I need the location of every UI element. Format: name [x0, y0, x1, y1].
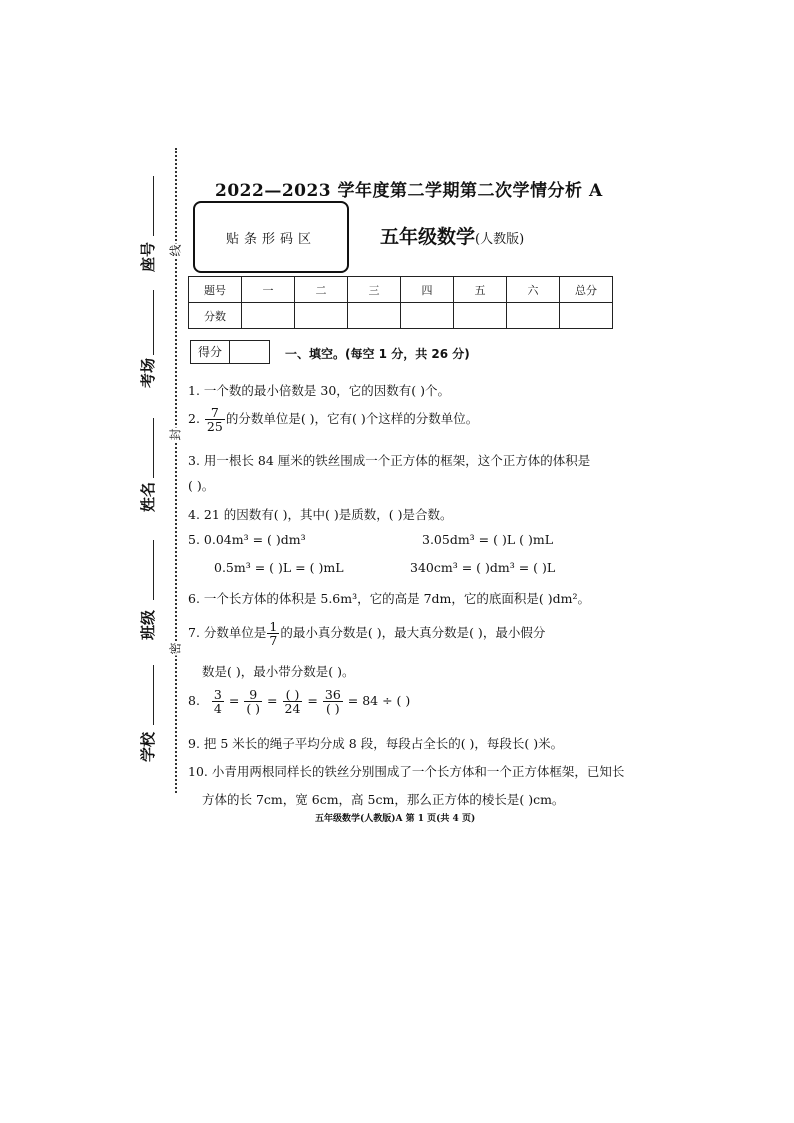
cut-mark-feng: 封 — [168, 428, 183, 441]
question-text: 7. 分数单位是 — [188, 625, 267, 641]
question-text: 的最小真分数是( )，最大真分数是( )，最小假分 — [280, 625, 546, 641]
equals-sign: = — [307, 693, 318, 709]
question-2 — [188, 406, 478, 433]
equals-sign: = — [267, 693, 278, 709]
page-footer: 五年级数学(人教版)A 第 1 页(共 4 页) — [315, 814, 476, 824]
question-8 — [188, 688, 410, 715]
score-cell[interactable] — [401, 303, 454, 329]
section-score-label: 得分 — [191, 341, 230, 363]
fraction — [244, 688, 262, 715]
score-table-cell: 六 — [507, 277, 560, 303]
question-5-part-d: 340cm³ = ( )dm³ = ( )L — [410, 560, 556, 575]
name-label: 姓名 — [139, 481, 157, 512]
question-3-line-2: ( )。 — [188, 478, 215, 493]
fraction — [212, 688, 224, 715]
fraction-denominator-blank[interactable]: ( ) — [325, 701, 340, 717]
fraction — [205, 406, 225, 433]
score-table-cell: 二 — [295, 277, 348, 303]
exam-room-line[interactable] — [153, 290, 154, 355]
section-score-input[interactable] — [230, 341, 269, 363]
exam-room-label: 考场 — [139, 357, 157, 388]
score-table-cell: 总分 — [560, 277, 613, 303]
seat-number-line[interactable] — [153, 176, 154, 236]
subject-name: 五年级数学 — [380, 226, 476, 248]
score-cell[interactable] — [507, 303, 560, 329]
score-table — [188, 276, 613, 329]
name-line[interactable] — [153, 418, 154, 478]
seat-number-label: 座号 — [139, 241, 157, 272]
school-label: 学校 — [139, 731, 157, 762]
question-5-part-a: 5. 0.04m³ = ( )dm³ — [188, 532, 306, 547]
question-text: = 84 ÷ ( ) — [347, 693, 411, 709]
score-table-cell: 五 — [454, 277, 507, 303]
question-10-line-1: 10. 小青用两根同样长的铁丝分别围成了一个长方体和一个正方体框架，已知长 — [188, 764, 625, 779]
fraction — [283, 688, 303, 715]
score-table-cell: 四 — [401, 277, 454, 303]
section-score-box — [190, 340, 270, 364]
question-number: 8. — [188, 693, 200, 709]
question-7-line-1 — [188, 620, 545, 647]
equals-sign: = — [228, 693, 240, 709]
question-10-line-2: 方体的长 7cm，宽 6cm，高 5cm，那么正方体的棱长是( )cm。 — [202, 792, 565, 807]
fraction-numerator: 9 — [244, 688, 262, 702]
fraction-denominator: 4 — [213, 701, 222, 717]
subject-title — [380, 222, 524, 249]
question-1: 1. 一个数的最小倍数是 30，它的因数有( )个。 — [188, 383, 451, 398]
school-line[interactable] — [153, 665, 154, 725]
barcode-label: 贴条形码区 — [225, 232, 316, 247]
cut-mark-mi: 密 — [168, 642, 183, 655]
score-cell[interactable] — [242, 303, 295, 329]
question-3-line-1: 3. 用一根长 84 厘米的铁丝围成一个正方体的框架，这个正方体的体积是 — [188, 453, 591, 468]
score-table-cell: 题号 — [189, 277, 242, 303]
class-label: 班级 — [139, 609, 157, 640]
score-cell[interactable] — [348, 303, 401, 329]
fraction-denominator: 24 — [284, 701, 301, 717]
score-table-row-label: 分数 — [189, 303, 242, 329]
fraction-numerator: 7 — [205, 406, 225, 420]
question-5-part-c: 0.5m³ = ( )L = ( )mL — [214, 560, 344, 575]
score-cell[interactable] — [560, 303, 613, 329]
score-table-cell: 一 — [242, 277, 295, 303]
score-table-cell: 三 — [348, 277, 401, 303]
question-6: 6. 一个长方体的体积是 5.6m³，它的高是 7dm，它的底面积是( )dm²。 — [188, 591, 590, 606]
fraction-numerator: 36 — [324, 687, 341, 702]
fraction — [323, 688, 343, 715]
question-5-part-b: 3.05dm³ = ( )L ( )mL — [422, 532, 553, 547]
fraction-denominator: 25 — [206, 419, 223, 435]
question-9: 9. 把 5 米长的绳子平均分成 8 段，每段占全长的( )，每段长( )米。 — [188, 736, 564, 751]
fraction-numerator-blank[interactable]: ( ) — [283, 688, 303, 702]
barcode-area — [193, 201, 349, 273]
cut-mark-xian: 线 — [168, 244, 183, 257]
exam-title: 2022—2023 学年度第二学期第二次学情分析 A — [215, 181, 603, 201]
question-4: 4. 21 的因数有( )，其中( )是质数，( )是合数。 — [188, 507, 453, 522]
fraction-denominator-blank[interactable]: ( ) — [246, 701, 261, 717]
score-cell[interactable] — [454, 303, 507, 329]
edition-label: (人教版) — [475, 232, 525, 247]
fraction-numerator: 1 — [269, 619, 278, 634]
score-table-score-row — [189, 303, 613, 329]
question-number: 2. — [188, 411, 200, 427]
fraction-denominator: 7 — [269, 633, 278, 649]
score-cell[interactable] — [295, 303, 348, 329]
fraction-numerator: 3 — [213, 687, 222, 702]
question-text: 的分数单位是( )，它有( )个这样的分数单位。 — [225, 411, 479, 427]
section-heading: 一、填空。(每空 1 分，共 26 分) — [285, 347, 470, 361]
score-table-header-row — [189, 277, 613, 303]
fraction — [267, 620, 279, 647]
question-7-line-2: 数是( )，最小带分数是( )。 — [202, 664, 355, 679]
class-line[interactable] — [153, 540, 154, 600]
